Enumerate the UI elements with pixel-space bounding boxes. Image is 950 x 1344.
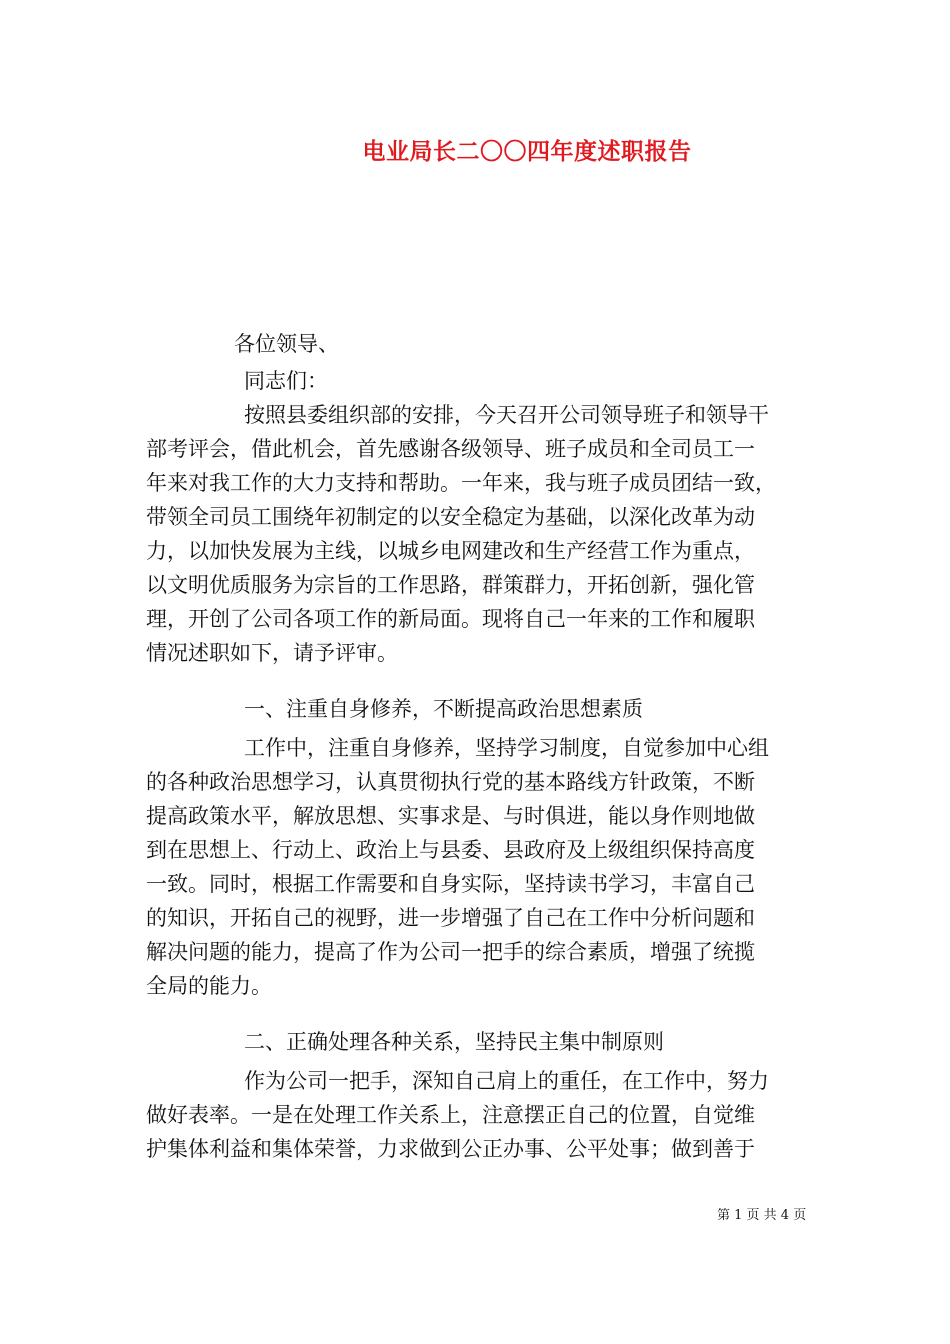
page-footer: 第 1 页 共 4 页 bbox=[717, 1208, 807, 1223]
body-line: 解决问题的能力，提高了作为公司一把手的综合素质，增强了统揽 bbox=[146, 940, 755, 964]
body-line: 一致。同时，根据工作需要和自身实际，坚持读书学习，丰富自己 bbox=[146, 872, 755, 896]
body-line: 按照县委组织部的安排，今天召开公司领导班子和领导干 bbox=[244, 403, 769, 427]
section-heading: 一、注重自身修养，不断提高政治思想素质 bbox=[244, 697, 643, 721]
body-line: 以文明优质服务为宗旨的工作思路，群策群力，开拓创新，强化管 bbox=[146, 573, 755, 597]
body-line: 做好表率。一是在处理工作关系上，注意摆正自己的位置，自觉维 bbox=[146, 1103, 755, 1127]
body-line: 作为公司一把手，深知自己肩上的重任，在工作中，努力 bbox=[244, 1069, 769, 1093]
page-title: 电业局长二〇〇四年度述职报告 bbox=[362, 138, 692, 165]
body-line: 理，开创了公司各项工作的新局面。现将自己一年来的工作和履职 bbox=[146, 607, 755, 631]
body-line: 到在思想上、行动上、政治上与县委、县政府及上级组织保持高度 bbox=[146, 838, 755, 862]
section-heading: 二、正确处理各种关系，坚持民主集中制原则 bbox=[244, 1030, 664, 1054]
body-line: 的各种政治思想学习，认真贯彻执行党的基本路线方针政策，不断 bbox=[146, 770, 755, 794]
body-line: 全局的能力。 bbox=[146, 974, 272, 998]
body-line: 护集体利益和集体荣誉，力求做到公正办事、公平处事；做到善于 bbox=[146, 1137, 755, 1161]
body-line: 提高政策水平，解放思想、实事求是、与时俱进，能以身作则地做 bbox=[146, 804, 755, 828]
salutation-line: 各位领导、 bbox=[234, 332, 339, 356]
body-line: 情况述职如下，请予评审。 bbox=[146, 641, 398, 665]
body-line: 力，以加快发展为主线，以城乡电网建改和生产经营工作为重点， bbox=[146, 539, 755, 563]
salutation-line: 同志们： bbox=[244, 369, 328, 393]
body-line: 的知识，开拓自己的视野，进一步增强了自己在工作中分析问题和 bbox=[146, 906, 755, 930]
body-line: 带领全司员工围绕年初制定的以安全稳定为基础，以深化改革为动 bbox=[146, 505, 755, 529]
body-line: 年来对我工作的大力支持和帮助。一年来，我与班子成员团结一致， bbox=[146, 471, 776, 495]
body-line: 工作中，注重自身修养，坚持学习制度，自觉参加中心组 bbox=[244, 736, 769, 760]
body-line: 部考评会，借此机会，首先感谢各级领导、班子成员和全司员工一 bbox=[146, 437, 755, 461]
